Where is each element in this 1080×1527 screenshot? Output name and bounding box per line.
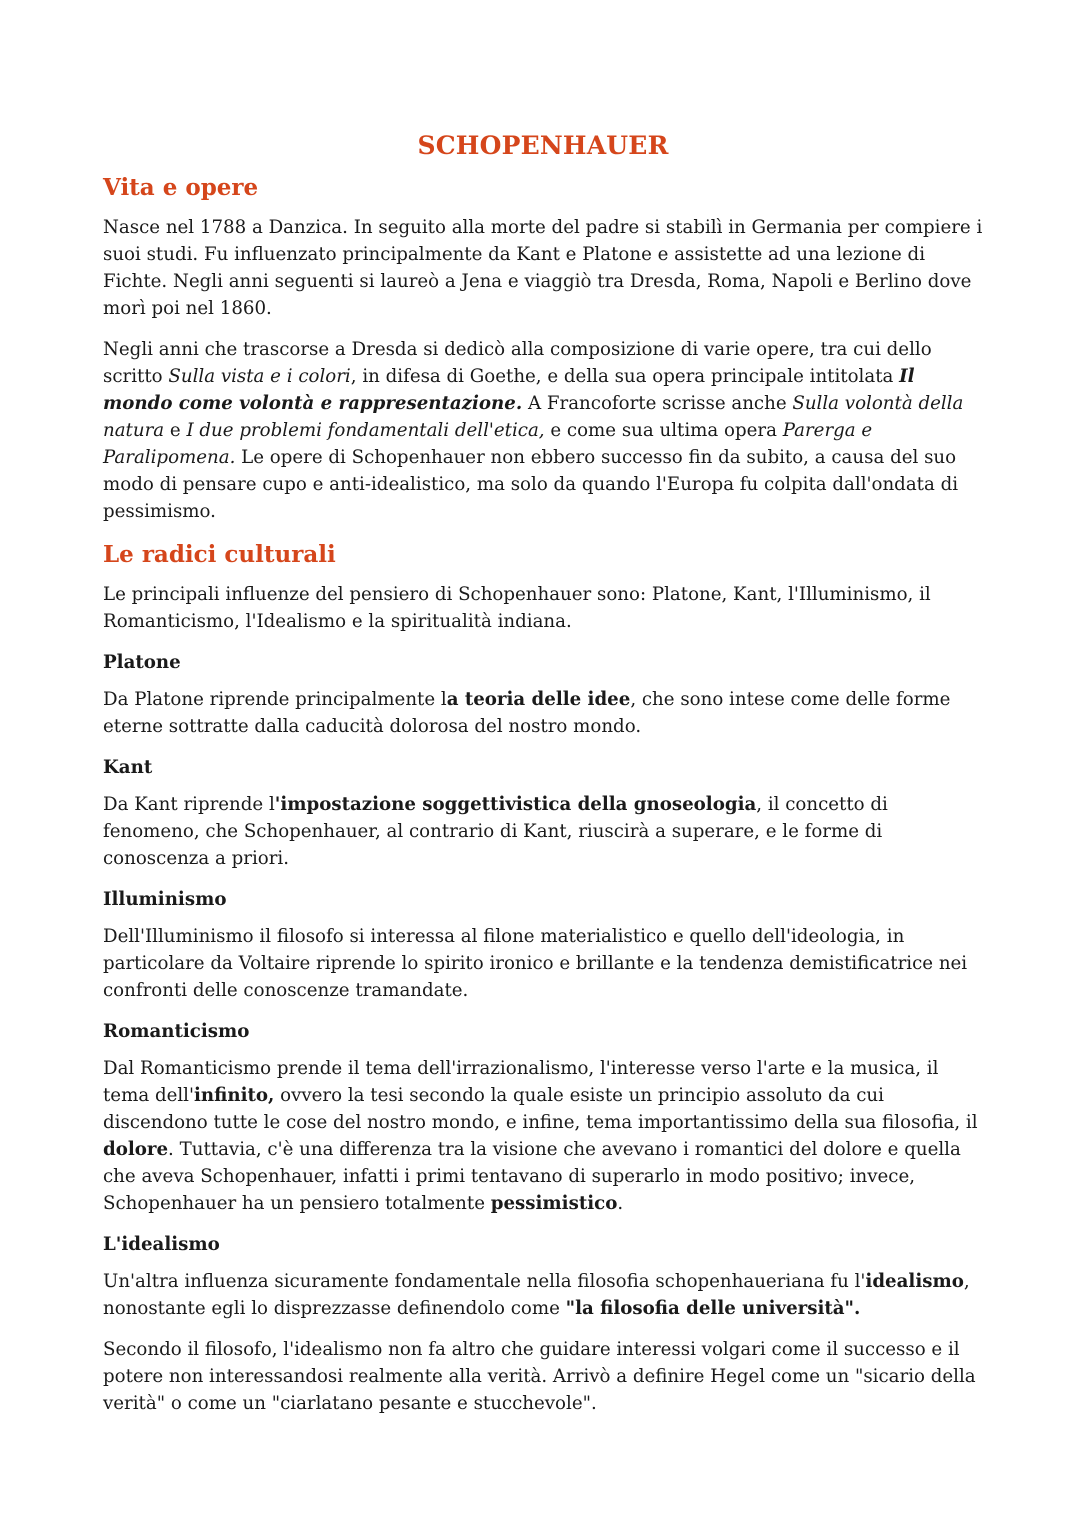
bold-run: "la filosofia delle università". xyxy=(565,1298,861,1319)
text-run: , il concetto di fenomeno, che Schopenhauer, al contrario di Kant, riuscirà a superare, e le forme di conoscenza a priori. xyxy=(103,794,888,869)
paragraph-platone xyxy=(103,686,983,740)
bold-run: 'impostazione soggettivistica della gnoseologia xyxy=(274,794,757,815)
italic-title-run: Sulla volontà della natura xyxy=(103,393,964,441)
bold-run: dolore xyxy=(103,1139,169,1160)
bold-run: pessimistico xyxy=(490,1193,618,1214)
text-run: , nonostante egli lo disprezzasse definendolo come xyxy=(103,1271,970,1319)
text-run: e xyxy=(164,420,187,441)
text-run: , che sono intese come delle forme eterne sottratte dalla caducità dolorosa del nostro mondo. xyxy=(103,689,951,737)
bold-run: idealismo xyxy=(865,1271,964,1292)
italic-title-run: Parerga e Paralipomena. xyxy=(103,420,873,468)
document-title: SCHOPENHAUER xyxy=(417,131,669,160)
bold-italic-title-run: Il mondo come volontà e rappresentazione. xyxy=(103,366,915,414)
text-run: e come sua ultima opera xyxy=(544,420,783,441)
section-heading-radici-culturali: Le radici culturali xyxy=(103,541,336,568)
text-run: Negli anni che trascorse a Dresda si dedicò alla composizione di varie opere, tra cui dello scritto xyxy=(103,339,932,387)
text-run: Da Platone riprende principalmente l xyxy=(103,689,447,710)
text-run: . xyxy=(617,1193,624,1214)
paragraph-opere xyxy=(103,336,983,525)
italic-title-run: I due problemi fondamentali dell'etica, xyxy=(186,420,545,441)
paragraph-idealismo-1 xyxy=(103,1268,983,1322)
italic-title-run: Sulla vista e i colori xyxy=(168,366,351,387)
bold-run: a teoria delle idee xyxy=(446,689,631,710)
paragraph-illuminismo: Dell'Illuminismo il filosofo si interessa al filone materialistico e quello dell'ideologia, in particolare da Voltaire riprende lo spirito ironico e brillante e la tendenza demistificatrice nei confronti delle conoscenze tramandate. xyxy=(103,926,968,1001)
text-run: Le opere di Schopenhauer non ebbero successo fin da subito, a causa del suo modo di pensare cupo e anti-idealistico, ma solo da quando l'Europa fu colpita dall'ondata di pessimismo. xyxy=(103,447,959,522)
text-run: , in difesa di Goethe, e della sua opera principale intitolata xyxy=(350,366,900,387)
paragraph-vita: Nasce nel 1788 a Danzica. In seguito alla morte del padre si stabilì in Germania per compiere i suoi studi. Fu influenzato principalmente da Kant e Platone e assistette ad una lezione di Fichte. Negli anni seguenti si laureò a Jena e viaggiò tra Dresda, Roma, Napoli e Berlino dove morì poi nel 1860. xyxy=(103,217,983,319)
subheading-kant: Kant xyxy=(103,757,153,778)
bold-run: infinito, xyxy=(193,1085,275,1106)
text-run: Da Kant riprende l xyxy=(103,794,275,815)
text-run: Un'altra influenza sicuramente fondamentale nella filosofia schopenhaueriana fu l' xyxy=(103,1271,866,1292)
document-page xyxy=(103,128,983,1431)
text-run: ovvero la tesi secondo la quale esiste un principio assoluto da cui discendono tutte le cose del nostro mondo, e infine, tema importantissimo della sua filosofia, il xyxy=(103,1085,978,1133)
text-run: A Francoforte scrisse anche xyxy=(522,393,793,414)
text-run: Dal Romanticismo prende il tema dell'irrazionalismo, l'interesse verso l'arte e la musica, il tema dell' xyxy=(103,1058,939,1106)
subheading-idealismo: L'idealismo xyxy=(103,1234,220,1255)
text-run: . Tuttavia, c'è una differenza tra la visione che avevano i romantici del dolore e quella che aveva Schopenhauer, infatti i primi tentavano di superarlo in modo positivo; invece, Schopenhauer ha un pensiero totalmente xyxy=(103,1139,961,1214)
paragraph-kant xyxy=(103,791,983,872)
subheading-illuminismo: Illuminismo xyxy=(103,889,227,910)
paragraph-idealismo-2: Secondo il filosofo, l'idealismo non fa altro che guidare interessi volgari come il successo e il potere non interessandosi realmente alla verità. Arrivò a definire Hegel come un "sicario della verità" o come un "ciarlatano pesante e stucchevole". xyxy=(103,1339,976,1414)
subheading-romanticismo: Romanticismo xyxy=(103,1021,250,1042)
subheading-platone: Platone xyxy=(103,652,181,673)
paragraph-romanticismo xyxy=(103,1055,983,1217)
paragraph-radici-intro: Le principali influenze del pensiero di Schopenhauer sono: Platone, Kant, l'Illuminismo, il Romanticismo, l'Idealismo e la spiritualità indiana. xyxy=(103,584,931,632)
section-heading-vita-e-opere: Vita e opere xyxy=(103,174,259,201)
